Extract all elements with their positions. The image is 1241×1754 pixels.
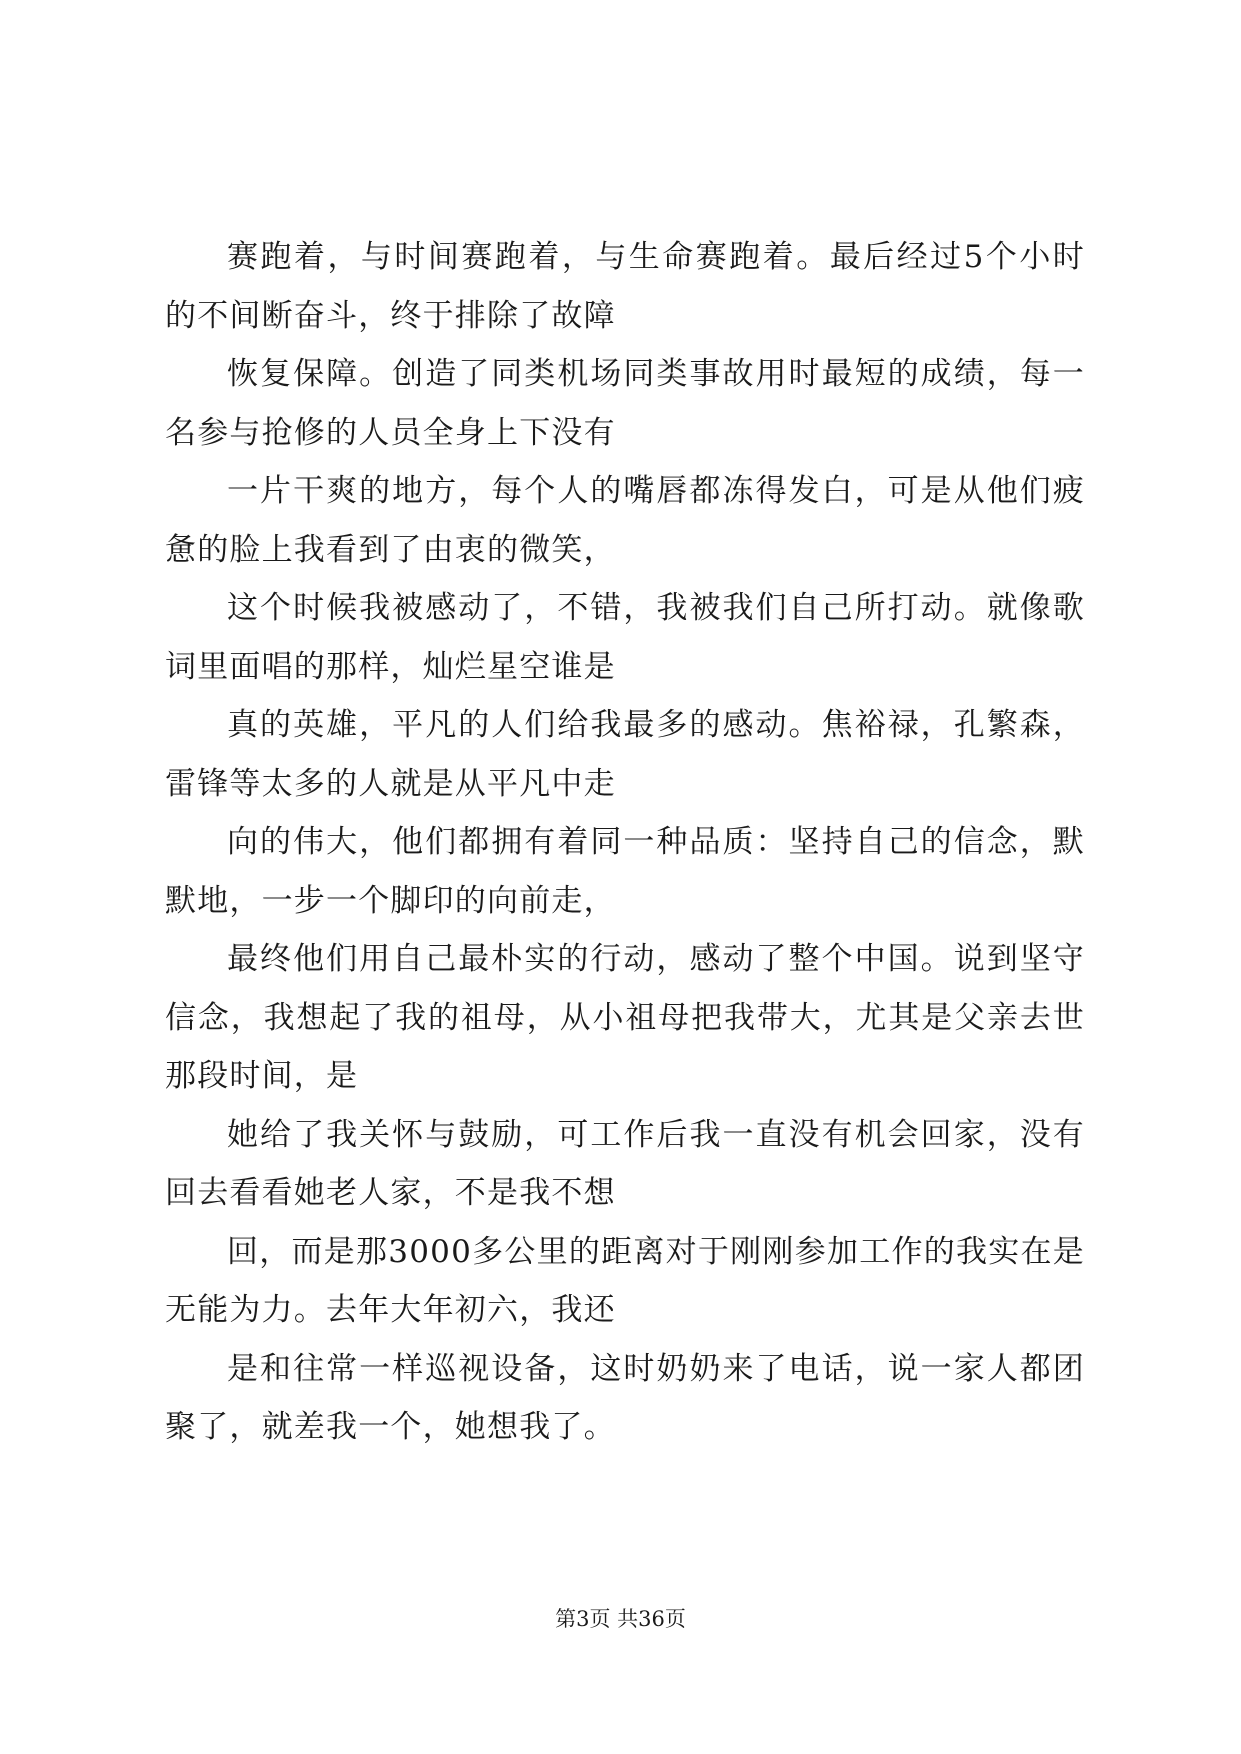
paragraph-8: 她给了我关怀与鼓励，可工作后我一直没有机会回家，没有回去看看她老人家，不是我不想 [165, 1116, 1085, 1211]
paragraph-1: 赛跑着，与时间赛跑着，与生命赛跑着。最后经过5个小时的不间断奋斗，终于排除了故障 [165, 239, 1085, 334]
paragraph-2: 恢复保障。创造了同类机场同类事故用时最短的成绩，每一名参与抢修的人员全身上下没有 [165, 356, 1085, 451]
paragraph-6: 向的伟大，他们都拥有着同一种品质：坚持自己的信念，默默地，一步一个脚印的向前走， [165, 824, 1085, 919]
paragraph-9: 回，而是那3000多公里的距离对于刚刚参加工作的我实在是无能为力。去年大年初六，我还 [165, 1233, 1085, 1328]
paragraph-7: 最终他们用自己最朴实的行动，感动了整个中国。说到坚守信念，我想起了我的祖母，从小祖母把我带大，尤其是父亲去世那段时间，是 [165, 941, 1085, 1094]
paragraph-4: 这个时候我被感动了，不错，我被我们自己所打动。就像歌词里面唱的那样，灿烂星空谁是 [165, 590, 1085, 685]
paragraph-3: 一片干爽的地方，每个人的嘴唇都冻得发白，可是从他们疲惫的脸上我看到了由衷的微笑， [165, 473, 1085, 568]
page-number-footer: 第3页 共36页 [555, 1607, 686, 1631]
paragraph-10: 是和往常一样巡视设备，这时奶奶来了电话，说一家人都团聚了，就差我一个，她想我了。 [165, 1350, 1085, 1445]
document-body [165, 228, 1085, 1457]
paragraph-5: 真的英雄，平凡的人们给我最多的感动。焦裕禄，孔繁森，雷锋等太多的人就是从平凡中走 [165, 707, 1085, 802]
